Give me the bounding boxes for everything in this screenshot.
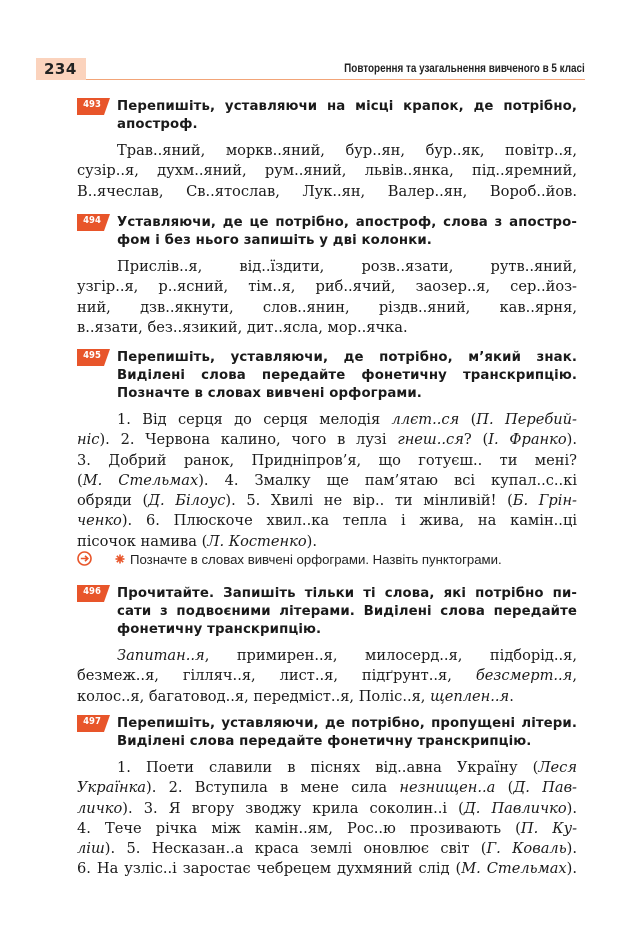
page-number: 234 bbox=[44, 60, 77, 78]
text-line: ченко). 6. Плюскоче хвил..ка тепла і жива, на камін..ці bbox=[77, 512, 577, 530]
exercise-494 bbox=[77, 214, 577, 338]
task-line: Виділені слова передайте фонетичну транскрипцію. bbox=[117, 368, 577, 383]
exercise-number: 496 bbox=[83, 586, 101, 597]
text-line: в..язати, без..язикий, дит..ясла, мор..ячка. bbox=[77, 318, 408, 336]
text-line: Прислів..я, від..їздити, розв..язати, рутв..яний, bbox=[117, 258, 577, 275]
exercise-text bbox=[77, 410, 577, 552]
exercise-497 bbox=[77, 715, 577, 880]
exercise-number-badge bbox=[77, 585, 110, 602]
star-icon bbox=[115, 554, 125, 564]
exercise-number: 497 bbox=[83, 716, 101, 727]
text-line: Запитан..я, примирен..я, милосерд..я, підборід..я, bbox=[117, 647, 577, 664]
text-line: 1. Поети славили в піснях від..авна Україну (Леся bbox=[117, 759, 577, 776]
text-line: личко). 3. Я вгору зводжу крила соколин..і (Д. Павличко). bbox=[77, 799, 577, 817]
task-line: апостроф. bbox=[117, 117, 198, 132]
text-line: 3. Добрий ранок, Придніпров’я, що готуєш.. ти мені? bbox=[77, 451, 577, 469]
text-line: безмеж..я, гілляч..я, лист..я, підґрунт..я, безсмерт..я, bbox=[77, 667, 577, 685]
exercise-task bbox=[117, 715, 577, 751]
text-line: 1. Від серця до серця мелодія ллєт..ся (П. Перебий- bbox=[117, 411, 577, 428]
exercise-text bbox=[77, 141, 577, 202]
task-line: сати з подвоєними літерами. Виділені слова передайте bbox=[117, 604, 577, 619]
page-header bbox=[0, 58, 635, 80]
task-line: Перепишіть, уставляючи, де потрібно, пропущені літери. bbox=[117, 716, 577, 731]
running-title: Повторення та узагальнення вивченого в 5 класі bbox=[344, 63, 585, 75]
exercise-task bbox=[117, 585, 577, 639]
text-line: обряди (Д. Білоус). 5. Хвилі не вір.. ти мінливій! (Б. Грін- bbox=[77, 492, 577, 510]
task-line: Перепишіть, уставляючи, де потрібно, м’який знак. bbox=[117, 350, 577, 365]
exercise-task bbox=[117, 98, 577, 134]
exercise-number: 495 bbox=[83, 350, 101, 361]
text-line: сузір..я, духм..яний, рум..яний, львів..янка, під..яремний, bbox=[77, 162, 577, 180]
text-line: ніс). 2. Червона калино, чого в лузі гнеш..ся? (І. Франко). bbox=[77, 431, 577, 449]
arrow-right-icon bbox=[77, 551, 92, 566]
exercise-495 bbox=[77, 349, 577, 552]
text-line: 4. Тече річка між камін..ям, Рос..ю прозивають (П. Ку- bbox=[77, 819, 577, 837]
task-line: Виділені слова передайте фонетичну транскрипцію. bbox=[117, 734, 532, 749]
exercise-text bbox=[77, 257, 577, 338]
text-line: колос..я, багатовод..я, передміст..я, Поліс..я, щеплен..я. bbox=[77, 687, 514, 705]
text-line: ний, дзв..якнути, слов..янин, різдв..яний, кав..ярня, bbox=[77, 298, 577, 316]
exercise-text bbox=[77, 646, 577, 707]
exercise-number-badge bbox=[77, 349, 110, 366]
note-text: Позначте в словах вивчені орфограми. Назвіть пунктограми. bbox=[130, 552, 502, 567]
exercise-number: 494 bbox=[83, 215, 101, 226]
task-line: фонетичну транскрипцію. bbox=[117, 622, 322, 637]
exercise-number-badge bbox=[77, 214, 110, 231]
exercise-number: 493 bbox=[83, 99, 101, 110]
text-line: Трав..яний, моркв..яний, бур..ян, бур..як, повітр..я, bbox=[117, 142, 577, 159]
text-line: В..ячеслав, Св..ятослав, Лук..ян, Валер..ян, Вороб..йов. bbox=[77, 182, 577, 200]
text-line: (М. Стельмах). 4. Змалку ще пам’ятаю всі купал..с..кі bbox=[77, 471, 577, 489]
task-line: Позначте в словах вивчені орфограми. bbox=[117, 386, 422, 401]
exercise-task bbox=[117, 349, 577, 403]
text-line: 6. На узліс..і заростає чебрецем духмяний слід (М. Стельмах). bbox=[77, 860, 577, 878]
task-line: фом і без нього запишіть у дві колонки. bbox=[117, 233, 432, 248]
header-rule bbox=[86, 79, 585, 80]
text-line: ліш). 5. Несказан..а краса землі оновлює світ (Г. Коваль). bbox=[77, 840, 577, 858]
exercise-task bbox=[117, 214, 577, 250]
text-line: пісочок намива (Л. Костенко). bbox=[77, 532, 317, 550]
text-line: Українка). 2. Вступила в мене сила незнищен..а (Д. Пав- bbox=[77, 779, 577, 797]
task-line: Уставляючи, де це потрібно, апостроф, слова з апостро- bbox=[117, 215, 577, 230]
exercise-496 bbox=[77, 585, 577, 707]
task-line: Прочитайте. Запишіть тільки ті слова, які потрібно пи- bbox=[117, 586, 577, 601]
exercise-text bbox=[77, 758, 577, 880]
text-line: узгір..я, р..ясний, тім..я, риб..ячий, заозер..я, сер..йоз- bbox=[77, 278, 577, 296]
exercise-note bbox=[77, 551, 577, 569]
exercise-493 bbox=[77, 98, 577, 202]
exercise-number-badge bbox=[77, 98, 110, 115]
task-line: Перепишіть, уставляючи на місці крапок, де потрібно, bbox=[117, 99, 577, 114]
exercise-number-badge bbox=[77, 715, 110, 732]
